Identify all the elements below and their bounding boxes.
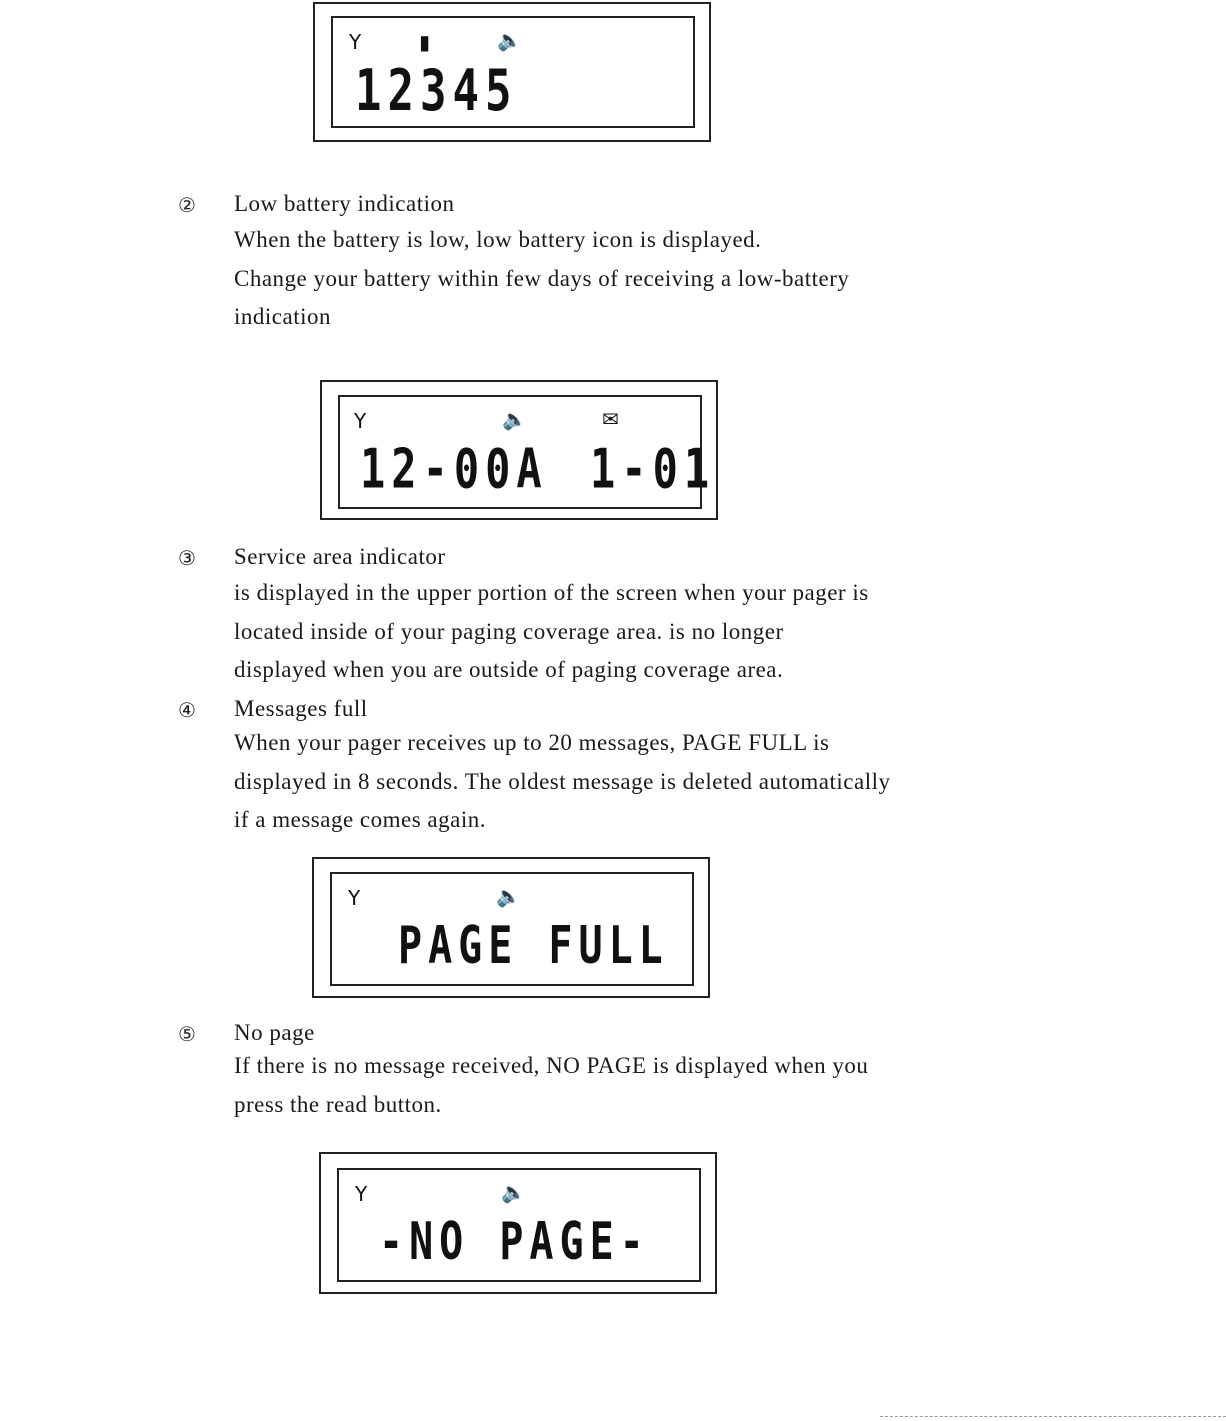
speaker-icon: 🔈 <box>502 407 527 431</box>
body-line: is displayed in the upper portion of the screen when your pager is <box>234 580 869 605</box>
lcd-text: 12345 <box>355 58 518 125</box>
antenna-icon: Y <box>349 30 362 54</box>
lcd-display-3 <box>312 857 710 998</box>
section-body <box>234 724 994 840</box>
body-line: If there is no message received, NO PAGE is displayed when you <box>234 1053 869 1078</box>
lcd-text: PAGE FULL <box>398 916 669 976</box>
page-footer-line <box>880 1416 1226 1417</box>
lcd-display-4 <box>319 1152 717 1294</box>
antenna-icon: Y <box>348 886 361 910</box>
antenna-icon: Y <box>355 1182 368 1206</box>
section-number: ③ <box>178 546 196 570</box>
section-number: ⑤ <box>178 1022 196 1046</box>
lcd-screen <box>337 1168 701 1282</box>
low-battery-icon: ▮ <box>419 30 431 54</box>
lcd-display-2 <box>320 380 718 520</box>
lcd-display-1 <box>313 2 711 142</box>
section-body <box>234 1047 994 1124</box>
body-line: press the read button. <box>234 1091 442 1117</box>
body-line: When the battery is low, low battery icon is displayed. <box>234 227 762 252</box>
body-line: displayed when you are outside of paging coverage area. <box>234 657 784 682</box>
section-body <box>234 221 994 337</box>
body-line: indication <box>234 304 331 329</box>
lcd-screen <box>331 16 695 128</box>
section-heading: Service area indicator <box>234 544 446 569</box>
lcd-text-left: 12-00A <box>360 437 548 501</box>
lcd-text-right: 1-01 <box>590 437 716 501</box>
section-heading: Low battery indication <box>234 191 455 216</box>
lcd-screen <box>330 872 694 986</box>
lcd-text: -NO PAGE- <box>379 1212 650 1272</box>
section-body <box>234 574 994 690</box>
body-line: located inside of your paging coverage area. is no longer <box>234 618 784 644</box>
body-line: Change your battery within few days of receiving a low-battery <box>234 265 850 291</box>
section-number: ② <box>178 193 196 217</box>
speaker-icon: 🔈 <box>501 1180 526 1204</box>
body-line: if a message comes again. <box>234 807 486 832</box>
section-heading: Messages full <box>234 696 368 721</box>
section-number: ④ <box>178 698 196 722</box>
antenna-icon: Y <box>354 409 367 433</box>
speaker-icon: 🔈 <box>497 28 522 52</box>
body-line: displayed in 8 seconds. The oldest message is deleted automatically <box>234 768 891 794</box>
speaker-icon: 🔈 <box>496 884 521 908</box>
lcd-screen <box>338 395 716 509</box>
body-line: When your pager receives up to 20 messages, PAGE FULL is <box>234 730 830 755</box>
section-heading: No page <box>234 1020 315 1045</box>
envelope-icon: ✉ <box>602 407 619 431</box>
